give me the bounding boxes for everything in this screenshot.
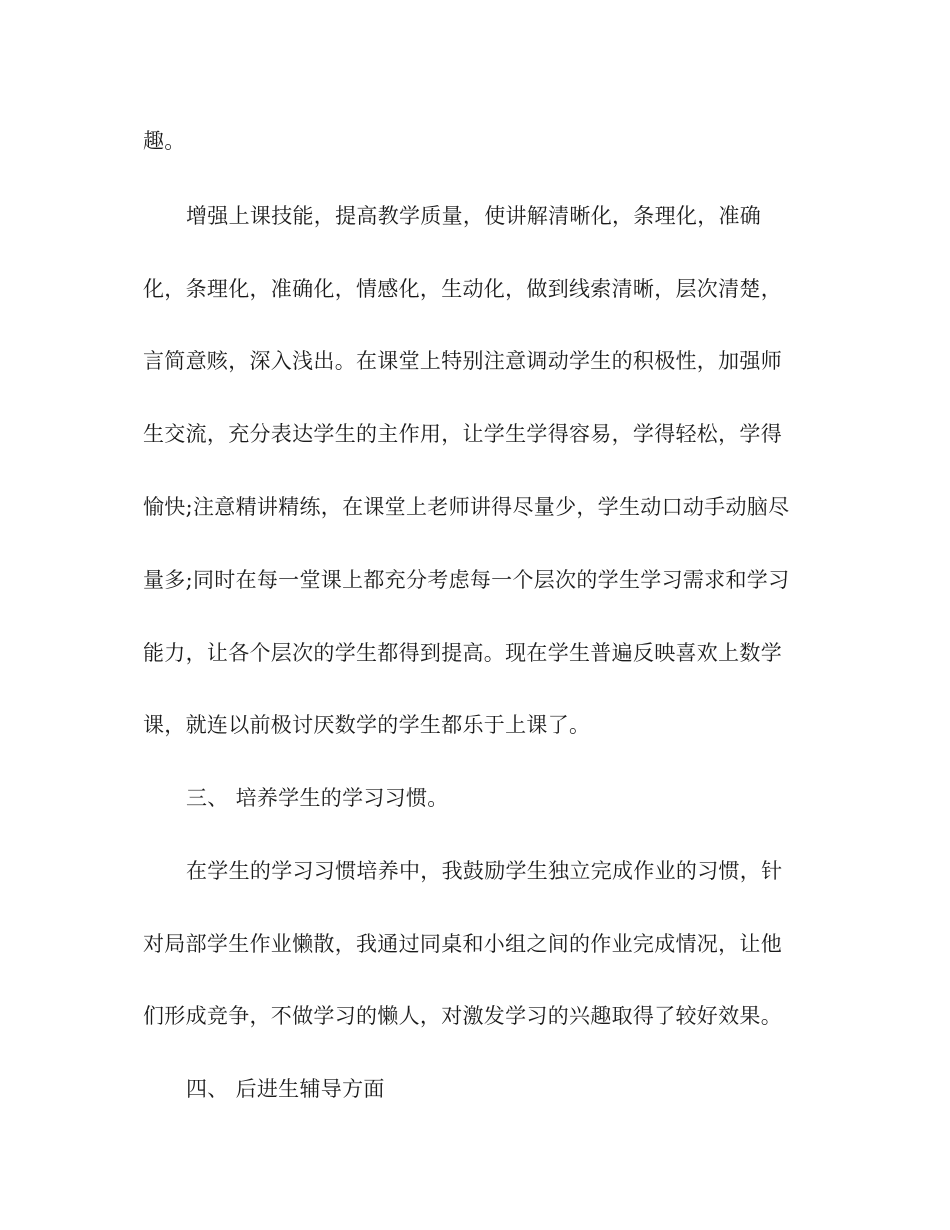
paragraph-line: 在学生的学习习惯培养中，我鼓励学生独立完成作业的习惯，针 [186,859,783,883]
section-heading: 三、 培养学生的学习习惯。 [186,786,449,810]
paragraph-line: 趣。 [143,129,186,153]
paragraph-line: 课，就连以前极讨厌数学的学生都乐于上课了。 [143,713,591,737]
paragraph-line: 们形成竞争，不做学习的懒人，对激发学习的兴趣取得了较好效果。 [143,1004,782,1028]
paragraph-line: 量多;同时在每一堂课上都充分考虑每一个层次的学生学习需求和学习 [143,568,790,592]
paragraph-line: 能力，让各个层次的学生都得到提高。现在学生普遍反映喜欢上数学 [143,641,782,665]
paragraph-line: 对局部学生作业懒散，我通过同桌和小组之间的作业完成情况，让他 [143,932,782,956]
paragraph-line: 增强上课技能，提高教学质量，使讲解清晰化，条理化，准确 [186,204,762,228]
paragraph-line: 化，条理化，准确化，情感化，生动化，做到线索清晰，层次清楚， [143,277,782,301]
paragraph-line: 言简意赅，深入浅出。在课堂上特别注意调动学生的积极性，加强师 [143,349,782,373]
paragraph-line: 愉快;注意精讲精练，在课堂上老师讲得尽量少，学生动口动手动脑尽 [143,495,790,519]
paragraph-line: 生交流，充分表达学生的主作用，让学生学得容易，学得轻松，学得 [143,422,782,446]
section-heading: 四、 后进生辅导方面 [186,1077,385,1101]
